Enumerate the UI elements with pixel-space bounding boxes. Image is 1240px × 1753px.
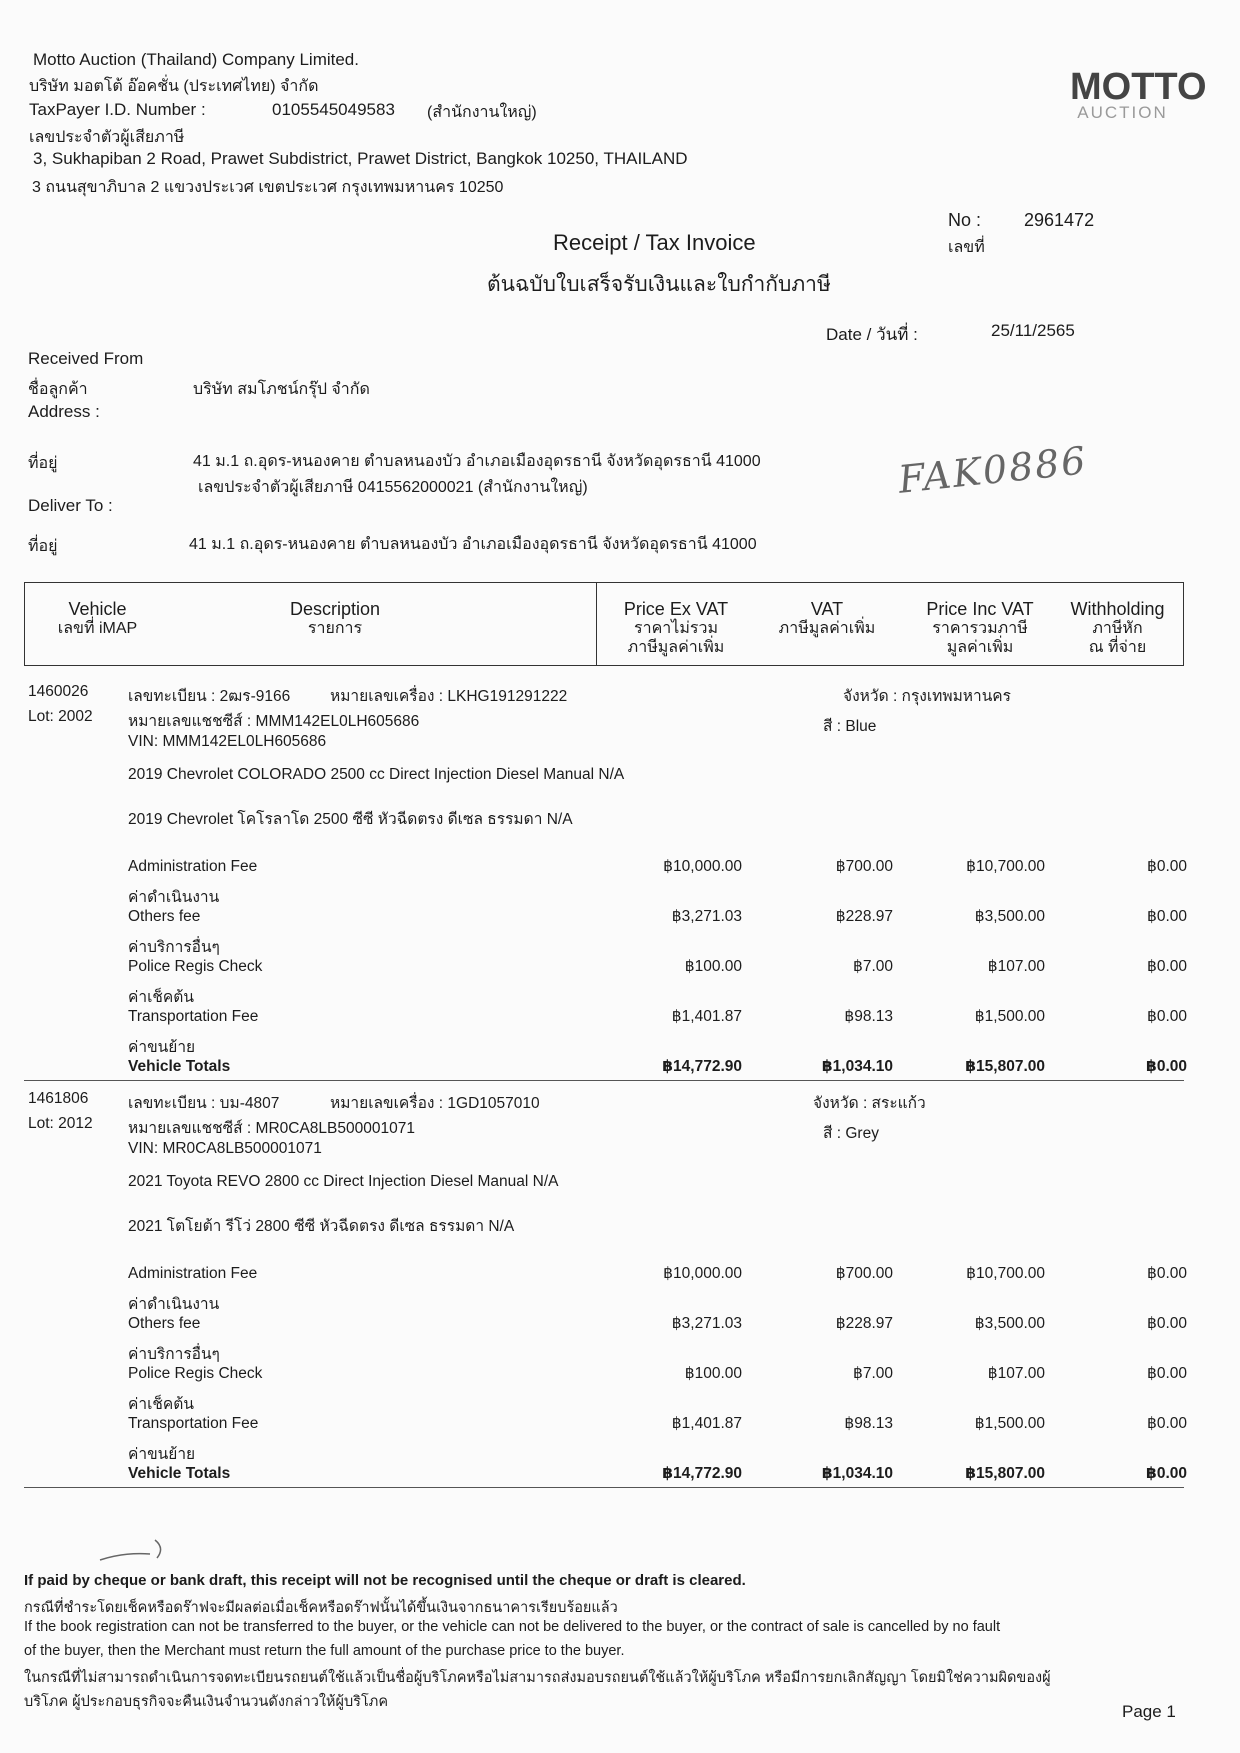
- date-value: 25/11/2565: [991, 321, 1075, 340]
- fee-price-ex: ฿3,271.03: [671, 908, 742, 925]
- vehicle-chassis: หมายเลขแชชซีส์ : MR0CA8LB500001071: [128, 1120, 415, 1137]
- fee-price-ex: ฿10,000.00: [663, 858, 742, 875]
- company-logo: [1070, 66, 1207, 123]
- total-vat: ฿1,034.10: [821, 1465, 893, 1482]
- date-label: Date / วันที่ :: [826, 325, 918, 344]
- vehicle-province: จังหวัด : สระแก้ว: [813, 1095, 926, 1112]
- fee-vat: ฿700.00: [835, 1265, 893, 1282]
- deliver-label-th: ที่อยู่: [28, 538, 58, 555]
- fee-vat: ฿7.00: [852, 1365, 893, 1382]
- col-header-withholding-en: Withholding: [1070, 599, 1165, 619]
- fee-withholding: ฿0.00: [1146, 958, 1187, 975]
- total-price-inc: ฿15,807.00: [965, 1465, 1045, 1482]
- fee-name: Administration Fee: [128, 858, 258, 875]
- fee-name: Others fee: [128, 1315, 201, 1332]
- col-header-price-inc-th2: มูลค่าเพิ่ม: [946, 639, 1014, 656]
- vehicle-description-en: 2019 Chevrolet COLORADO 2500 cc Direct Injection Diesel Manual N/A: [128, 766, 625, 783]
- footer-note-cheque-th: กรณีที่ชำระโดยเช็คหรือดร๊าฟจะมีผลต่อเมื่อเช็คหรือดร๊าฟนั้นได้ขึ้นเงินจากธนาคารเรียบร้อยแล้ว: [24, 1600, 618, 1616]
- vehicle-description-th: 2019 Chevrolet โคโรลาโด 2500 ซีซี หัวฉีดตรง ดีเซล ธรรมดา N/A: [128, 811, 573, 828]
- footer-note-refund-th-2: บริโภค ผู้ประกอบธุรกิจจะคืนเงินจำนวนดังกล่าวให้ผู้บริโภค: [24, 1694, 389, 1710]
- fee-price-inc: ฿10,700.00: [966, 1265, 1045, 1282]
- customer-name: บริษัท สมโภชน์กรุ๊ป จำกัด: [193, 381, 370, 398]
- col-header-price-inc-th: ราคารวมภาษี: [932, 620, 1028, 637]
- document-title-th: ต้นฉบับใบเสร็จรับเงินและใบกำกับภาษี: [487, 273, 831, 296]
- fee-name-th: ค่าขนย้าย: [128, 1039, 196, 1056]
- col-header-price-ex: [600, 600, 752, 657]
- fee-price-inc: ฿1,500.00: [974, 1008, 1045, 1025]
- footer-note-refund-en-1: If the book registration can not be transferred to the buyer, or the vehicle can not be delivered to the buyer, or the contract of sale is cancelled by no fault: [24, 1619, 1001, 1635]
- vehicle-description-en: 2021 Toyota REVO 2800 cc Direct Injection Diesel Manual N/A: [128, 1173, 559, 1190]
- fee-name: Others fee: [128, 908, 201, 925]
- total-price-ex: ฿14,772.90: [662, 1058, 742, 1075]
- no-label: No :: [948, 210, 982, 230]
- taxpayer-label: TaxPayer I.D. Number :: [29, 100, 206, 119]
- fee-price-inc: ฿3,500.00: [974, 908, 1045, 925]
- col-header-price-ex-en: Price Ex VAT: [623, 599, 729, 619]
- col-header-price-ex-th2: ภาษีมูลค่าเพิ่ม: [627, 639, 725, 656]
- customer-address: 41 ม.1 ถ.อุดร-หนองคาย ตำบลหนองบัว อำเภอเมืองอุดรธานี จังหวัดอุดรธานี 41000: [193, 453, 761, 470]
- vehicle-plate: เลขทะเบียน : บม-4807: [128, 1095, 280, 1112]
- fee-name-th: ค่าบริการอื่นๆ: [128, 1346, 220, 1363]
- vehicle-chassis: หมายเลขแชชซีส์ : MMM142EL0LH605686: [128, 713, 420, 730]
- total-vat: ฿1,034.10: [821, 1058, 893, 1075]
- fee-withholding: ฿0.00: [1146, 1315, 1187, 1332]
- col-header-withholding-th2: ณ ที่จ่าย: [1088, 639, 1147, 656]
- handwritten-note: FAK0886: [896, 438, 1090, 502]
- fee-price-ex: ฿1,401.87: [671, 1415, 742, 1432]
- fee-withholding: ฿0.00: [1146, 1008, 1187, 1025]
- col-header-vat-th: ภาษีมูลค่าเพิ่ม: [778, 620, 876, 637]
- taxpayer-branch: (สำนักงานใหญ่): [427, 104, 537, 121]
- fee-price-ex: ฿10,000.00: [663, 1265, 742, 1282]
- table-end-rule: [24, 1487, 1184, 1488]
- logo-sub-text: AUCTION: [1077, 103, 1168, 122]
- vehicle-engine: หมายเลขเครื่อง : LKHG191291222: [330, 688, 568, 705]
- vehicle-imap: 1460026: [28, 683, 89, 700]
- fee-name: Police Regis Check: [128, 958, 263, 975]
- invoice-number: 2961472: [1024, 210, 1095, 230]
- col-header-vat-en: VAT: [810, 599, 844, 619]
- fee-name-th: ค่าเช็คต้น: [128, 989, 194, 1006]
- taxpayer-id: 0105545049583: [272, 100, 395, 119]
- signature-mark: [95, 1530, 175, 1570]
- footer-note-refund-th-1: ในกรณีที่ไม่สามารถดำเนินการจดทะเบียนรถยนต์ใช้แล้วเป็นชื่อผู้บริโภคหรือไม่สามารถส่งมอบรถยนต์ใช้แล้วให้ผู้บริโภค หรือมีการยกเลิกสัญญา โดยมิใช่ความผิดของผู้: [24, 1670, 1051, 1686]
- fee-price-ex: ฿3,271.03: [671, 1315, 742, 1332]
- fee-withholding: ฿0.00: [1146, 858, 1187, 875]
- vehicle-totals-label: Vehicle Totals: [128, 1465, 231, 1482]
- total-withholding: ฿0.00: [1146, 1058, 1187, 1075]
- col-header-vat: [752, 600, 902, 638]
- customer-name-label-th: ชื่อลูกค้า: [28, 381, 88, 398]
- col-header-withholding-th: ภาษีหัก: [1092, 620, 1143, 637]
- col-header-description-en: Description: [289, 599, 381, 619]
- fee-price-inc: ฿107.00: [987, 958, 1045, 975]
- fee-withholding: ฿0.00: [1146, 1265, 1187, 1282]
- fee-price-inc: ฿107.00: [987, 1365, 1045, 1382]
- header-divider: [596, 582, 597, 666]
- fee-price-ex: ฿1,401.87: [671, 1008, 742, 1025]
- company-address-th: 3 ถนนสุขาภิบาล 2 แขวงประเวศ เขตประเวศ กรุงเทพมหานคร 10250: [32, 179, 504, 196]
- fee-name-th: ค่าดำเนินงาน: [128, 889, 220, 906]
- fee-vat: ฿228.97: [835, 1315, 893, 1332]
- fee-price-inc: ฿10,700.00: [966, 858, 1045, 875]
- total-withholding: ฿0.00: [1146, 1465, 1187, 1482]
- vehicle-description-th: 2021 โตโยต้า รีโว่ 2800 ซีซี หัวฉีดตรง ดีเซล ธรรมดา N/A: [128, 1218, 515, 1235]
- fee-price-ex: ฿100.00: [684, 958, 742, 975]
- footer-note-cheque-en: If paid by cheque or bank draft, this receipt will not be recognised until the cheque or draft is cleared.: [24, 1572, 746, 1589]
- vehicle-color: สี : Grey: [823, 1125, 879, 1142]
- vehicle-color: สี : Blue: [823, 718, 877, 735]
- total-price-ex: ฿14,772.90: [662, 1465, 742, 1482]
- fee-name-th: ค่าบริการอื่นๆ: [128, 939, 220, 956]
- fee-name: Transportation Fee: [128, 1008, 259, 1025]
- page-number: Page 1: [1122, 1702, 1176, 1721]
- vehicle-lot: Lot: 2012: [28, 1115, 93, 1132]
- col-header-description-th: รายการ: [307, 620, 363, 637]
- received-from-label: Received From: [28, 349, 144, 368]
- col-header-price-inc: [900, 600, 1060, 657]
- fee-withholding: ฿0.00: [1146, 1415, 1187, 1432]
- vehicle-vin: VIN: MMM142EL0LH605686: [128, 733, 327, 750]
- vehicle-vin: VIN: MR0CA8LB500001071: [128, 1140, 322, 1157]
- vehicle-lot: Lot: 2002: [28, 708, 93, 725]
- vehicle-totals-label: Vehicle Totals: [128, 1058, 231, 1075]
- vehicle-imap: 1461806: [28, 1090, 89, 1107]
- fee-name-th: ค่าดำเนินงาน: [128, 1296, 220, 1313]
- fee-withholding: ฿0.00: [1146, 908, 1187, 925]
- fee-name: Police Regis Check: [128, 1365, 263, 1382]
- fee-name-th: ค่าเช็คต้น: [128, 1396, 194, 1413]
- fee-vat: ฿98.13: [844, 1008, 893, 1025]
- fee-price-inc: ฿1,500.00: [974, 1415, 1045, 1432]
- col-header-vehicle-th: เลขที่ iMAP: [57, 620, 138, 637]
- fee-withholding: ฿0.00: [1146, 1365, 1187, 1382]
- vehicle-separator: [24, 1080, 1184, 1081]
- address-label-th: ที่อยู่: [28, 455, 58, 472]
- fee-vat: ฿7.00: [852, 958, 893, 975]
- company-name-th: บริษัท มอตโต้ อ๊อคชั่น (ประเทศไทย) จำกัด: [29, 78, 319, 95]
- col-header-description: [235, 600, 435, 638]
- vehicle-province: จังหวัด : กรุงเทพมหานคร: [843, 688, 1011, 705]
- col-header-vehicle-en: Vehicle: [68, 599, 127, 619]
- fee-name-th: ค่าขนย้าย: [128, 1446, 196, 1463]
- no-label-th: เลขที่: [948, 239, 985, 256]
- fee-price-ex: ฿100.00: [684, 1365, 742, 1382]
- total-price-inc: ฿15,807.00: [965, 1058, 1045, 1075]
- col-header-price-ex-th: ราคาไม่รวม: [634, 620, 718, 637]
- fee-vat: ฿98.13: [844, 1415, 893, 1432]
- vehicle-plate: เลขทะเบียน : 2ฒร-9166: [128, 688, 291, 705]
- customer-tax-id: เลขประจำตัวผู้เสียภาษี 0415562000021 (สำนักงานใหญ่): [198, 479, 588, 496]
- address-label: Address :: [28, 402, 100, 421]
- company-name-en: Motto Auction (Thailand) Company Limited.: [33, 50, 359, 69]
- col-header-price-inc-en: Price Inc VAT: [926, 599, 1034, 619]
- fee-vat: ฿228.97: [835, 908, 893, 925]
- fee-price-inc: ฿3,500.00: [974, 1315, 1045, 1332]
- fee-vat: ฿700.00: [835, 858, 893, 875]
- taxpayer-label-th: เลขประจำตัวผู้เสียภาษี: [29, 129, 185, 146]
- vehicle-engine: หมายเลขเครื่อง : 1GD1057010: [330, 1095, 540, 1112]
- col-header-vehicle: [30, 600, 165, 638]
- document-title: Receipt / Tax Invoice: [553, 230, 756, 255]
- fee-name: Administration Fee: [128, 1265, 258, 1282]
- logo-main-text: MOTTO: [1070, 66, 1207, 108]
- col-header-withholding: [1055, 600, 1180, 657]
- footer-note-refund-en-2: of the buyer, then the Merchant must return the full amount of the purchase price to the buyer.: [24, 1643, 625, 1659]
- deliver-to-label: Deliver To :: [28, 496, 113, 515]
- company-address-en: 3, Sukhapiban 2 Road, Prawet Subdistrict, Prawet District, Bangkok 10250, THAILAND: [33, 149, 688, 168]
- deliver-address: 41 ม.1 ถ.อุดร-หนองคาย ตำบลหนองบัว อำเภอเมืองอุดรธานี จังหวัดอุดรธานี 41000: [189, 536, 757, 553]
- fee-name: Transportation Fee: [128, 1415, 259, 1432]
